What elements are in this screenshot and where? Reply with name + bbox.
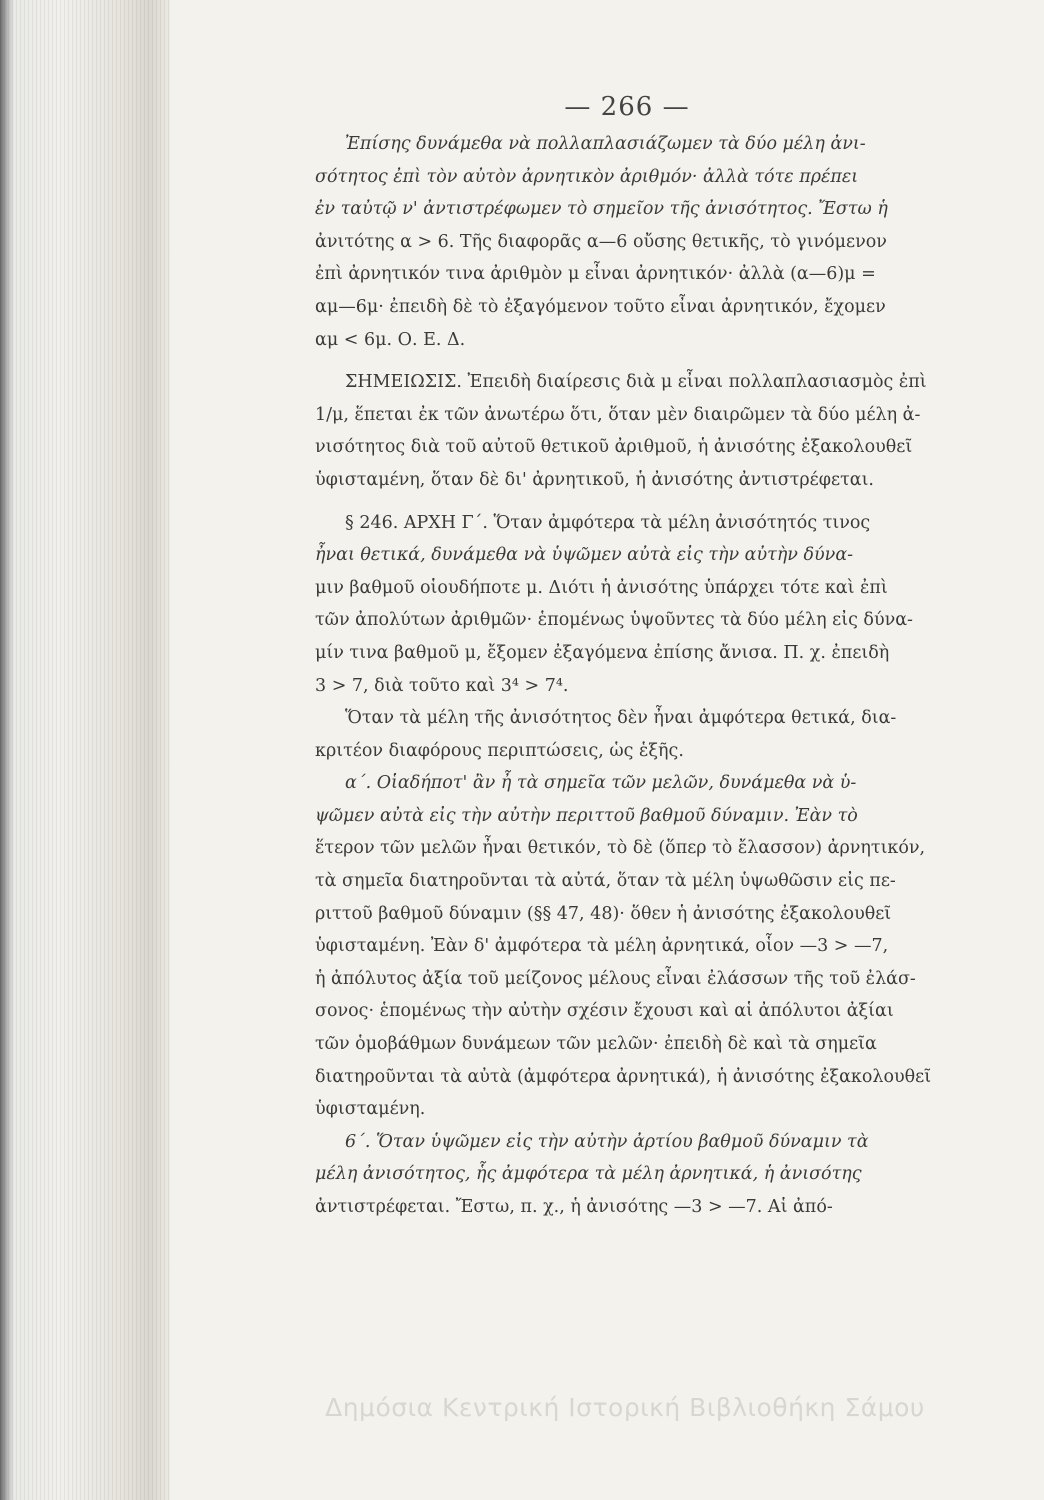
text-line: 3 > 7, διὰ τοῦτο καὶ 3⁴ > 7⁴. xyxy=(315,675,569,696)
text-line: διατηροῦνται τὰ αὐτὰ (ἀμφότερα ἀρνητικά), ἡ ἀνισότης ἐξακολουθεῖ xyxy=(315,1066,932,1087)
text-line: αμ—6μ· ἐπειδὴ δὲ τὸ ἐξαγόμενον τοῦτο εἶναι ἀρνητικόν, ἔχομεν xyxy=(315,296,886,317)
text-line: Ὅταν τὰ μέλη τῆς ἀνισότητος δὲν ἦναι ἀμφότερα θετικά, δια- xyxy=(345,708,897,729)
text-line: μιν βαθμοῦ οἱουδήποτε μ. Διότι ἡ ἀνισότης ὑπάρχει τότε καὶ ἐπὶ xyxy=(315,577,888,598)
text-line: ριττοῦ βαθμοῦ δύναμιν (§§ 47, 48)· ὅθεν ἡ ἀνισότης ἐξακολουθεῖ xyxy=(315,903,892,924)
text-line: σονος· ἑπομένως τὴν αὐτὴν σχέσιν ἔχουσι καὶ αἱ ἀπόλυτοι ἀξίαι xyxy=(315,1001,894,1022)
text-line: ἐν ταὐτῷ ν' ἀντιστρέφωμεν τὸ σημεῖον τῆς ἀνισότητος. Ἔστω ἡ xyxy=(315,199,888,220)
text-line: Ἐπίσης δυνάμεθα νὰ πολλαπλασιάζωμεν τὰ δύο μέλη ἀνι- xyxy=(345,134,866,154)
body-text xyxy=(315,128,1005,1224)
text-line: τῶν ἀπολύτων ἀριθμῶν· ἑπομένως ὑψοῦντες τὰ δύο μέλη εἰς δύνα- xyxy=(315,610,913,631)
text-line: ἕτερον τῶν μελῶν ἦναι θετικόν, τὸ δὲ (ὅπερ τὸ ἔλασσον) ἀρνητικόν, xyxy=(315,838,926,859)
text-line: ΣΗΜΕΙΩΣΙΣ. Ἐπειδὴ διαίρεσις διὰ μ εἶναι πολλαπλασιασμὸς ἐπὶ xyxy=(345,372,927,393)
text-line: τὰ σημεῖα διατηροῦνται τὰ αὐτά, ὅταν τὰ μέλη ὑψωθῶσιν εἰς πε- xyxy=(315,871,896,892)
paragraph-gap xyxy=(315,497,1005,507)
text-line: αμ < 6μ. Ο. Ε. Δ. xyxy=(315,329,466,350)
text-line: τῶν ὁμοβάθμων δυνάμεων τῶν μελῶν· ἐπειδὴ δὲ καὶ τὰ σημεῖα xyxy=(315,1034,877,1055)
text-line: 6΄. Ὅταν ὑψῶμεν εἰς τὴν αὐτὴν ἀρτίου βαθμοῦ δύναμιν τὰ xyxy=(345,1131,869,1152)
text-line: ἐπὶ ἀρνητικόν τινα ἀριθμὸν μ εἶναι ἀρνητικόν· ἀλλὰ (α—6)μ = xyxy=(315,264,876,285)
text-line: ἦναι θετικά, δυνάμεθα νὰ ὑψῶμεν αὐτὰ εἰς τὴν αὐτὴν δύνα- xyxy=(315,545,854,566)
text-line: κριτέον διαφόρους περιπτώσεις, ὡς ἑξῆς. xyxy=(315,740,684,761)
book-page xyxy=(170,0,1044,1500)
text-line: α΄. Οἱαδήποτ' ἂν ἦ τὰ σημεῖα τῶν μελῶν, δυνάμεθα νὰ ὑ- xyxy=(345,773,857,794)
text-line: σότητος ἐπὶ τὸν αὐτὸν ἀρνητικὸν ἀριθμόν· ἀλλὰ τότε πρέπει xyxy=(315,166,859,187)
text-line: μέλη ἀνισότητος, ἧς ἀμφότερα τὰ μέλη ἀρνητικά, ἡ ἀνισότης xyxy=(315,1164,862,1185)
text-line: ὑφισταμένη. xyxy=(315,1099,426,1120)
text-line: 1/μ, ἕπεται ἐκ τῶν ἀνωτέρω ὅτι, ὅταν μὲν διαιρῶμεν τὰ δύο μέλη ἀ- xyxy=(315,404,921,425)
text-line: ὑφισταμένη. Ἐὰν δ' ἀμφότερα τὰ μέλη ἀρνητικά, οἷον —3 > —7, xyxy=(315,936,889,957)
library-watermark: Δημόσια Κεντρική Ιστορική Βιβλιοθήκη Σάμου xyxy=(325,1393,925,1422)
text-line: νισότητος διὰ τοῦ αὐτοῦ θετικοῦ ἀριθμοῦ, ἡ ἀνισότης ἐξακολουθεῖ xyxy=(315,437,913,458)
text-line: ἀνιτότης α > 6. Τῆς διαφορᾶς α—6 οὔσης θετικῆς, τὸ γινόμενον xyxy=(315,231,887,252)
paragraph-gap xyxy=(315,356,1005,366)
text-line: μίν τινα βαθμοῦ μ, ἔξομεν ἐξαγόμενα ἐπίσης ἄνισα. Π. χ. ἐπειδὴ xyxy=(315,642,890,663)
book-page-edges xyxy=(0,0,170,1500)
text-line: ψῶμεν αὐτὰ εἰς τὴν αὐτὴν περιττοῦ βαθμοῦ δύναμιν. Ἐὰν τὸ xyxy=(315,805,858,826)
text-line: § 246. ΑΡΧΗ Γ΄. Ὅταν ἀμφότερα τὰ μέλη ἀνισότητός τινος xyxy=(345,512,871,533)
text-line: ἡ ἀπόλυτος ἀξία τοῦ μείζονος μέλους εἶναι ἐλάσσων τῆς τοῦ ἐλάσ- xyxy=(315,968,916,989)
text-line: ὑφισταμένη, ὅταν δὲ δι' ἀρνητικοῦ, ἡ ἀνισότης ἀντιστρέφεται. xyxy=(315,469,874,490)
page-number: — 266 — xyxy=(564,92,690,122)
text-line: ἀντιστρέφεται. Ἔστω, π. χ., ἡ ἀνισότης —3 > —7. Αἱ ἀπό- xyxy=(315,1197,833,1217)
